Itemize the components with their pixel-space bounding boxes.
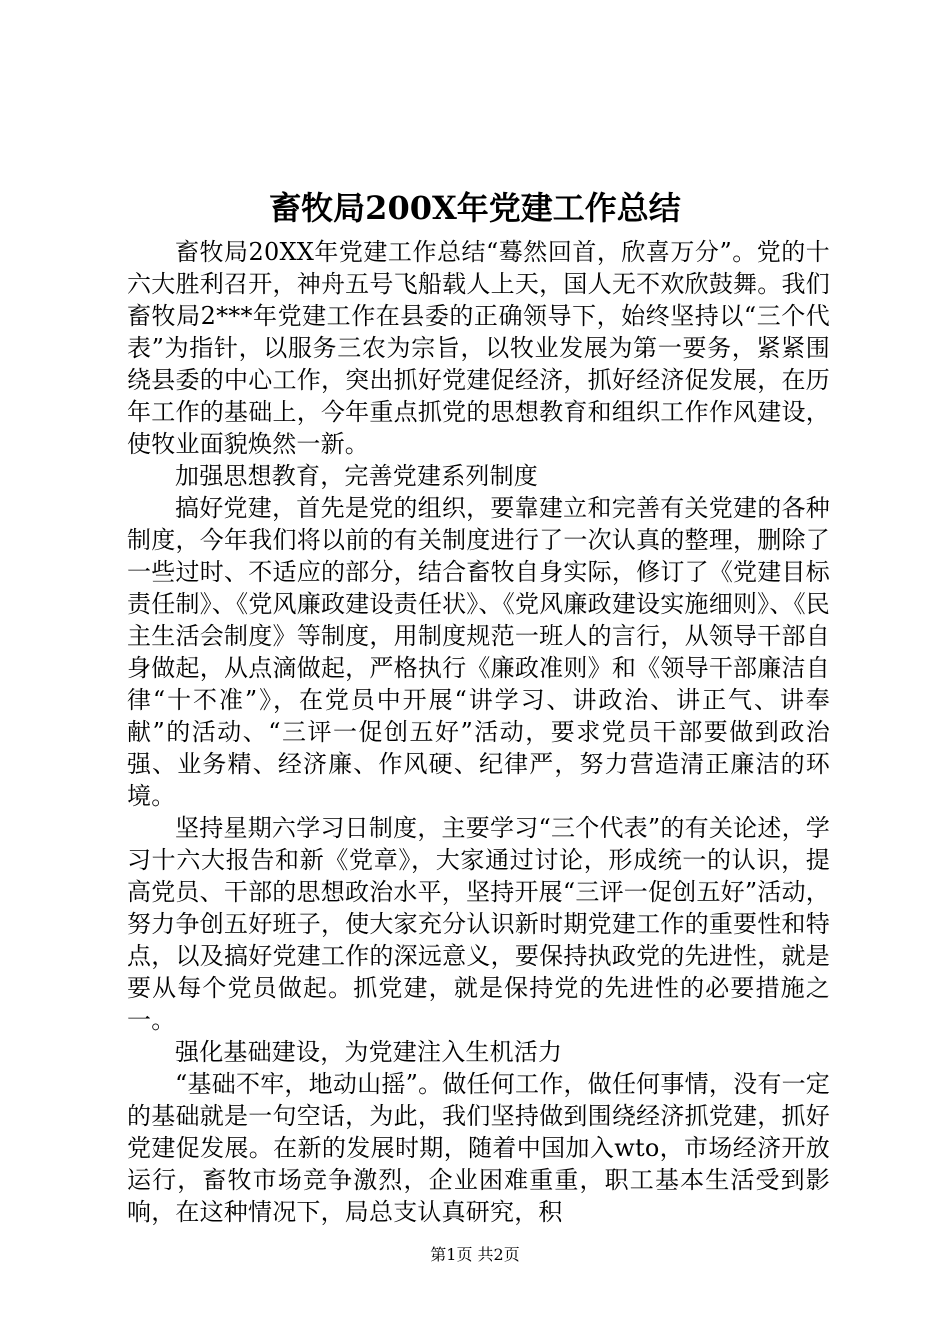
paragraph-intro: 畜牧局20XX年党建工作总结“蓦然回首，欣喜万分”。党的十六大胜利召开，神舟五号飞船载人上天，国人无不欢欣鼓舞。我们畜牧局2***年党建工作在县委的正确领导下，始终坚持以“三个代表”为指针，以服务三农为宗旨，以牧业发展为第一要务，紧紧围绕县委的中心工作，突出抓好党建促经济，抓好经济促发展，在历年工作的基础上，今年重点抓党的思想教育和组织工作作风建设，使牧业面貌焕然一新。 [127,238,830,458]
paragraph-study: 坚持星期六学习日制度，主要学习“三个代表”的有关论述，学习十六大报告和新《党章》，大家通过讨论，形成统一的认识，提高党员、干部的思想政治水平，坚持开展“三评一促创五好”活动，努力争创五好班子，使大家充分认识新时期党建工作的重要性和特点，以及搞好党建工作的深远意义，要保持执政党的先进性，就是要从每个党员做起。抓党建，就是保持党的先进性的必要措施之一。 [127,814,830,1034]
document-body [127,236,830,1228]
paragraph-foundation: “基础不牢，地动山摇”。做任何工作，做任何事情，没有一定的基础就是一句空话，为此，我们坚持做到围绕经济抓党建，抓好党建促发展。在新的发展时期，随着中国加入wto，市场经济开放运行，畜牧市场竞争激烈，企业困难重重，职工基本生活受到影响，在这种情况下，局总支认真研究，积 [127,1070,830,1226]
section-heading-foundation: 强化基础建设，为党建注入生机活力 [175,1038,563,1066]
section-heading-ideology: 加强思想教育，完善党建系列制度 [175,462,538,490]
paragraph-systems: 搞好党建，首先是党的组织，要靠建立和完善有关党建的各种制度，今年我们将以前的有关制度进行了一次认真的整理，删除了一些过时、不适应的部分，结合畜牧自身实际，修订了《党建目标责任制》、《党风廉政建设责任状》、《党风廉政建设实施细则》、《民主生活会制度》等制度，用制度规范一班人的言行，从领导干部自身做起，从点滴做起，严格执行《廉政准则》和《领导干部廉洁自律“十不准”》，在党员中开展“讲学习、讲政治、讲正气、讲奉献”的活动、“三评一促创五好”活动，要求党员干部要做到政治强、业务精、经济廉、作风硬、纪律严，努力营造清正廉洁的环境。 [127,494,830,810]
document-title: 畜牧局200X年党建工作总结 [269,189,681,227]
page-number-footer: 第1页 共2页 [430,1245,520,1264]
